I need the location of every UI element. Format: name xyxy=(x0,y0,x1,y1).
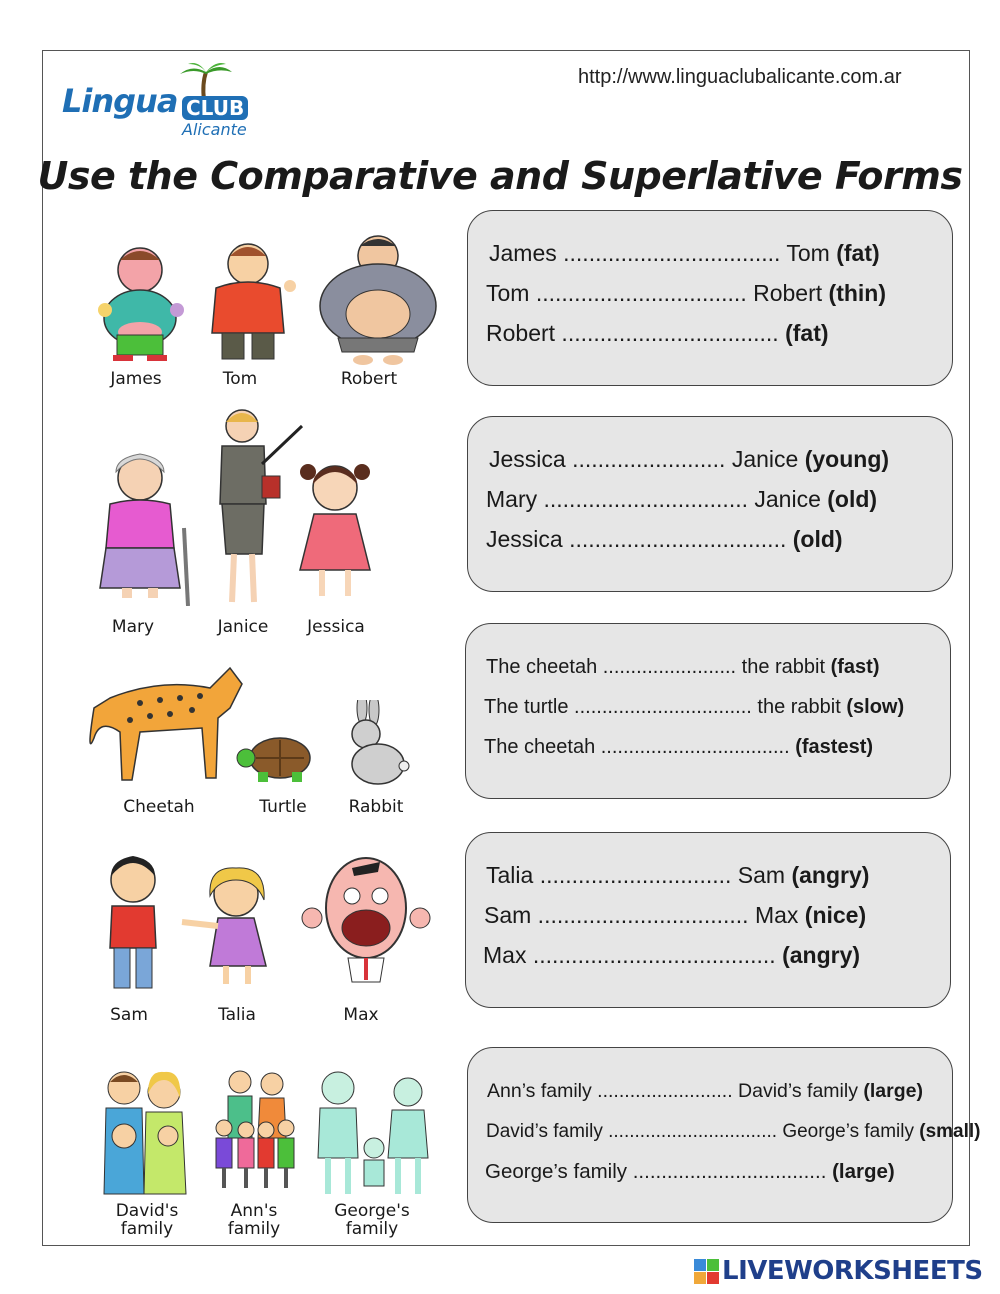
label-sam: Sam xyxy=(110,1005,148,1025)
robert-illustration xyxy=(318,228,438,368)
label-robert: Robert xyxy=(340,369,398,389)
website-url[interactable]: http://www.linguaclubalicante.com.ar xyxy=(578,66,902,88)
exercise-1-line-1[interactable]: James .................................. Tom (fat) xyxy=(489,240,880,266)
mary-illustration xyxy=(92,448,196,606)
logo-alicante: Alicante xyxy=(182,120,247,139)
label-jessica: Jessica xyxy=(307,617,365,637)
label-janice: Janice xyxy=(217,617,269,637)
exercise-5-line-2[interactable]: David’s family ................................ George’s family (small) xyxy=(486,1121,981,1142)
label-turtle: Turtle xyxy=(259,797,307,817)
exercise-3-line-3[interactable]: The cheetah .................................. (fastest) xyxy=(484,736,874,758)
exercise-4-line-1[interactable]: Talia .............................. Sam (angry) xyxy=(486,862,870,888)
exercise-5-line-3[interactable]: George’s family .................................. (large) xyxy=(485,1160,895,1183)
max-illustration xyxy=(296,848,436,988)
label-mary: Mary xyxy=(111,617,155,637)
exercise-1-line-2[interactable]: Tom ................................. Robert (thin) xyxy=(486,280,886,306)
label-talia: Talia xyxy=(218,1005,256,1025)
logo-club: CLUB xyxy=(182,96,248,120)
label-james: James xyxy=(110,369,162,389)
exercise-4-line-3[interactable]: Max ...................................... (angry) xyxy=(483,942,861,968)
exercise-2-line-1[interactable]: Jessica ........................ Janice (young) xyxy=(489,446,890,472)
liveworksheets-text: LIVEWORKSHEETS xyxy=(722,1256,983,1286)
exercise-4-line-2[interactable]: Sam ................................. Max (nice) xyxy=(484,902,867,928)
exercise-3-line-1[interactable]: The cheetah ........................ the rabbit (fast) xyxy=(486,656,880,678)
georges-family-illustration xyxy=(312,1068,436,1198)
label-georges-family: George's family xyxy=(334,1201,410,1239)
tom-illustration xyxy=(200,238,300,366)
davids-family-illustration xyxy=(88,1064,198,1198)
exercise-2-line-2[interactable]: Mary ................................ Janice (old) xyxy=(486,486,878,512)
lingua-club-logo xyxy=(62,62,262,142)
turtle-illustration xyxy=(236,728,322,786)
liveworksheets-brand[interactable] xyxy=(694,1256,994,1286)
exercise-5-line-1[interactable]: Ann’s family ......................... David’s family (large) xyxy=(487,1080,923,1102)
exercise-3-line-2[interactable]: The turtle ................................ the rabbit (slow) xyxy=(484,696,905,718)
anns-family-illustration xyxy=(210,1068,300,1194)
label-tom: Tom xyxy=(222,369,258,389)
james-illustration xyxy=(95,240,185,365)
rabbit-illustration xyxy=(332,700,412,788)
cheetah-illustration xyxy=(80,648,244,788)
liveworksheets-logo-icon xyxy=(694,1259,720,1285)
sam-illustration xyxy=(98,852,168,996)
label-max: Max xyxy=(343,1005,379,1025)
label-anns-family: Ann's family xyxy=(227,1201,281,1239)
exercise-1-line-3[interactable]: Robert .................................. (fat) xyxy=(486,320,829,346)
page-title: Use the Comparative and Superlative Forms xyxy=(37,154,963,198)
label-rabbit: Rabbit xyxy=(348,797,404,817)
exercise-2-line-3[interactable]: Jessica .................................. (old) xyxy=(486,526,843,552)
talia-illustration xyxy=(178,866,278,990)
logo-lingua: Lingua xyxy=(62,82,178,120)
jessica-illustration xyxy=(290,458,380,608)
label-cheetah: Cheetah xyxy=(123,797,195,817)
label-davids-family: David's family xyxy=(115,1201,179,1239)
